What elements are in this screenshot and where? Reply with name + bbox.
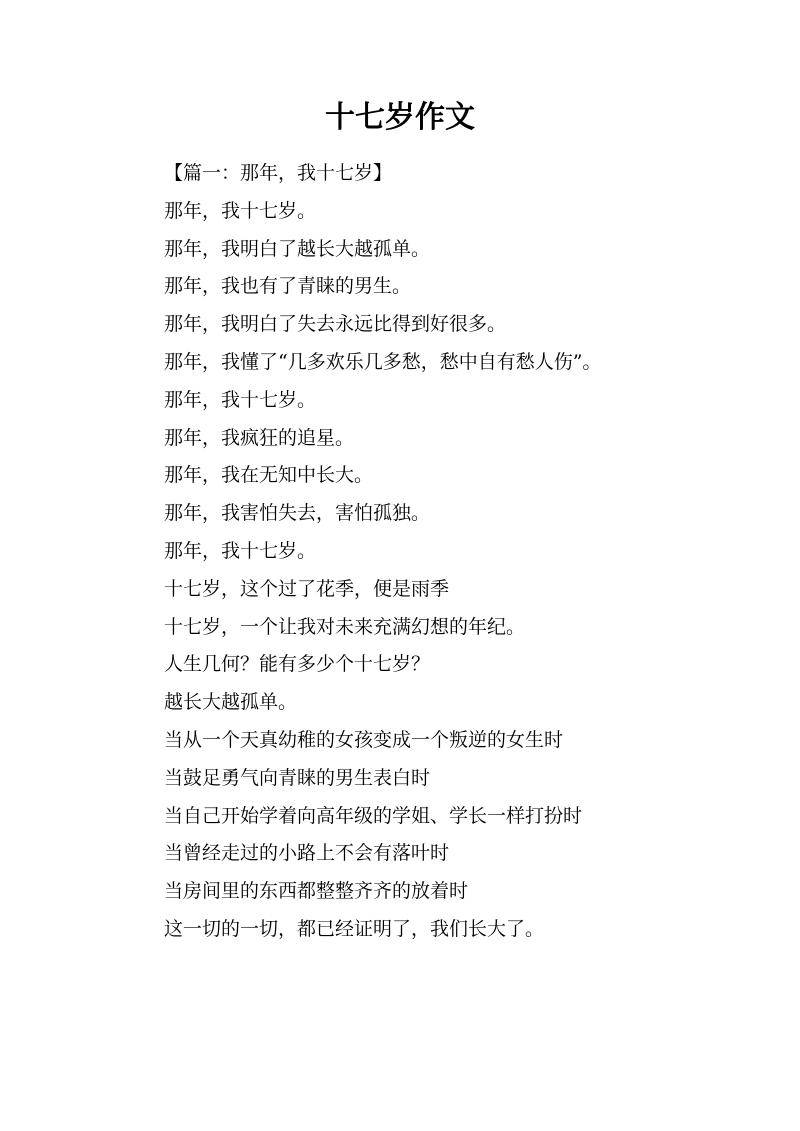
- document-title: 十七岁作文: [325, 100, 475, 135]
- text-line: 那年，我疯狂的追星。: [164, 426, 355, 449]
- text-line: 那年，我十七岁。: [164, 199, 317, 222]
- text-line: 那年，我在无知中长大。: [164, 464, 374, 487]
- text-line: 那年，我也有了青睐的男生。: [164, 275, 412, 298]
- text-line: 【篇一：那年，我十七岁】: [164, 162, 393, 184]
- text-line: 当从一个天真幼稚的女孩变成一个叛逆的女生时: [164, 728, 564, 751]
- text-line: 当鼓足勇气向青睐的男生表白时: [164, 766, 431, 789]
- text-line: 当房间里的东西都整整齐齐的放着时: [164, 880, 469, 903]
- text-line: 那年，我害怕失去，害怕孤独。: [164, 502, 431, 525]
- text-line: 人生几何？能有多少个十七岁？: [164, 653, 431, 676]
- text-line: 十七岁，这个过了花季，便是雨季: [164, 577, 450, 600]
- text-line: 那年，我十七岁。: [164, 539, 317, 562]
- text-line: 十七岁，一个让我对未来充满幻想的年纪。: [164, 615, 526, 638]
- text-line: 那年，我懂了“几多欢乐几多愁，愁中自有愁人伤”。: [164, 350, 602, 373]
- text-line: 那年，我明白了越长大越孤单。: [164, 237, 431, 260]
- text-line: 这一切的一切，都已经证明了，我们长大了。: [164, 917, 545, 940]
- text-line: 越长大越孤单。: [164, 691, 298, 714]
- text-line: 当自己开始学着向高年级的学姐、学长一样打扮时: [164, 804, 583, 827]
- text-line: 那年，我明白了失去永远比得到好很多。: [164, 313, 507, 336]
- text-line: 那年，我十七岁。: [164, 388, 317, 411]
- document-body: [164, 155, 764, 949]
- text-line: 当曾经走过的小路上不会有落叶时: [164, 842, 450, 865]
